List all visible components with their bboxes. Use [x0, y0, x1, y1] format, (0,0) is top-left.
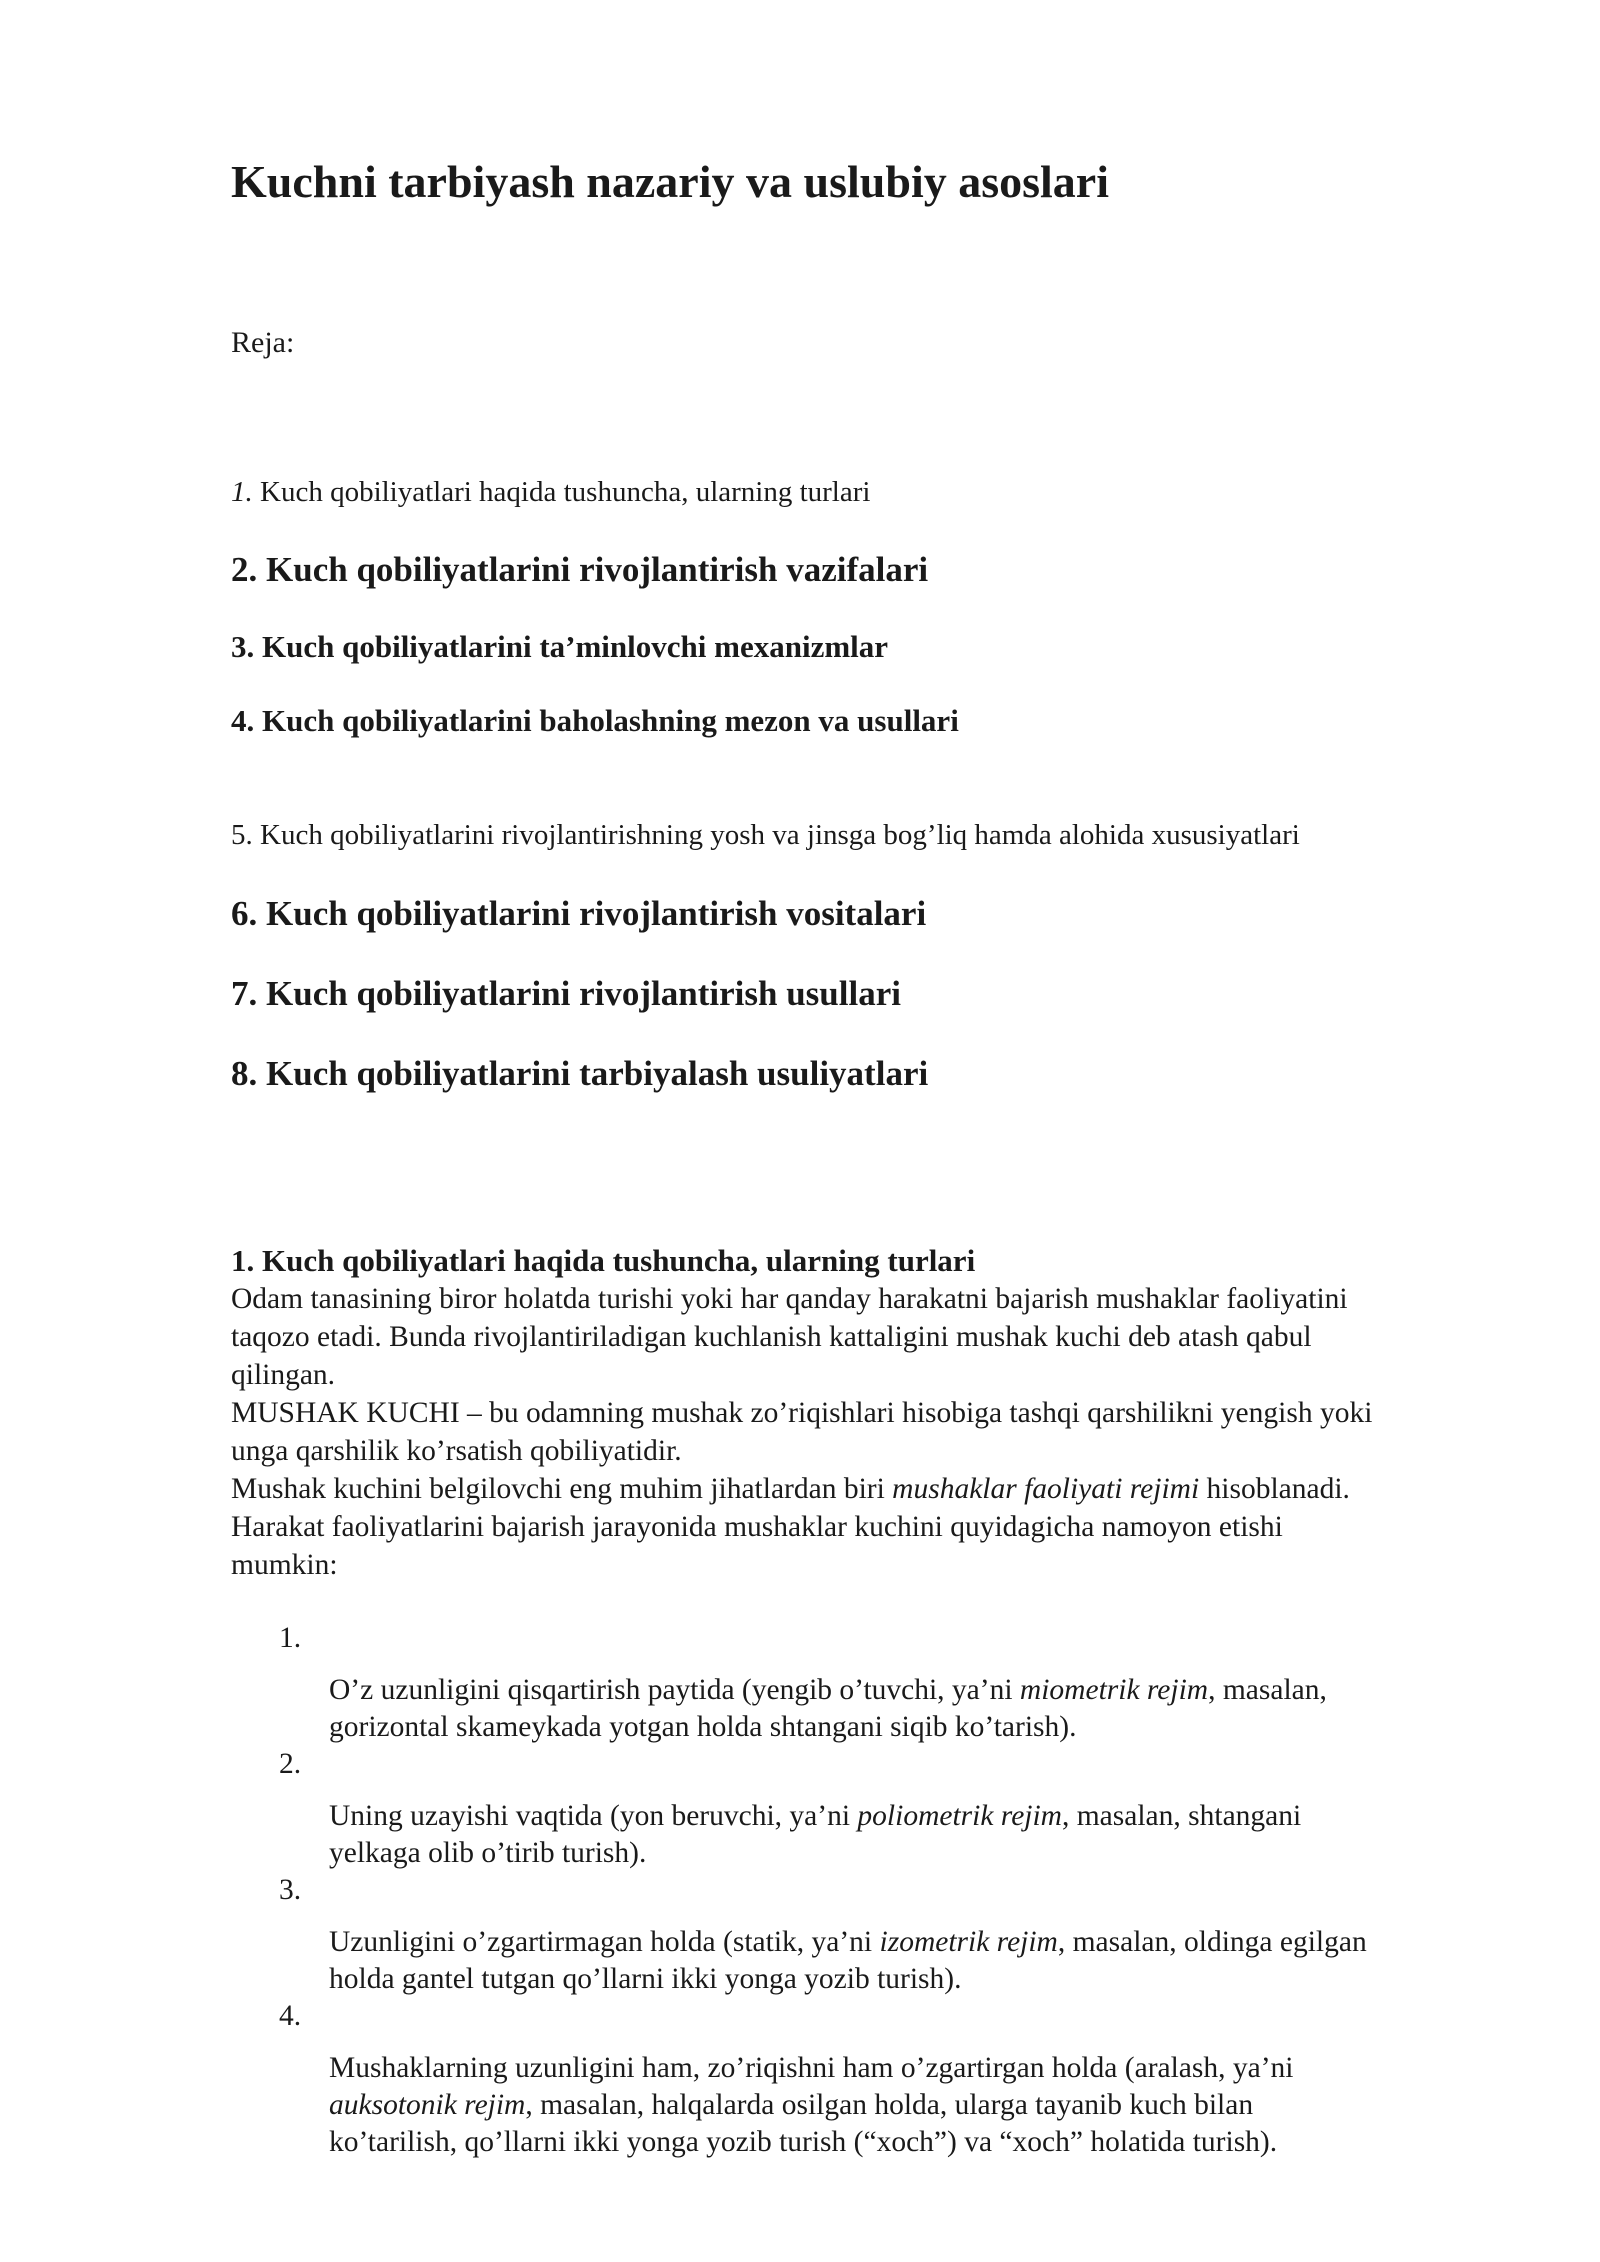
text-run: yelkaga olib o’tirib turish).: [329, 1837, 647, 1869]
plan-item-4: [231, 701, 959, 741]
text-run: O’z uzunligini qisqartirish paytida (yengib o’tuvchi, ya’ni: [329, 1674, 1020, 1706]
plan-item-5: [231, 815, 1300, 855]
list-item-number: 4.: [279, 2000, 302, 2032]
paragraph-line: unga qarshilik ko’rsatish qobiliyatidir.: [231, 1435, 682, 1467]
list-item-text: [231, 2050, 1531, 2161]
plan-item-7: [231, 972, 901, 1016]
plan-item-8: [231, 1052, 928, 1096]
text-run: Mushaklarning uzunligini ham, zo’riqishni ham o’zgartirgan holda (aralash, ya’ni: [329, 2052, 1294, 2084]
plan-item-text: Kuch qobiliyatlarini rivojlantirish vazifalari: [257, 550, 929, 589]
emphasis-text: poliometrik rejim: [857, 1800, 1062, 1832]
plan-item-text: Kuch qobiliyatlarini rivojlantirishning yosh va jinsga bog’liq hamda alohida xususiyatlari: [252, 819, 1300, 851]
muscle-modes-list: [231, 1620, 1531, 2161]
plan-item-text: Kuch qobiliyatlari haqida tushuncha, ularning turlari: [252, 476, 871, 508]
list-item-text: [231, 1798, 1531, 1872]
plan-item-number: 1.: [231, 476, 253, 508]
emphasis-text: miometrik rejim: [1019, 1674, 1209, 1706]
paragraph-line: qilingan.: [231, 1359, 336, 1391]
plan-item-6: [231, 892, 926, 936]
paragraph-line: Odam tanasining biror holatda turishi yoki har qanday harakatni bajarish mushaklar faoliyatini: [231, 1283, 1348, 1315]
document-title: Kuchni tarbiyash nazariy va uslubiy asoslari: [231, 156, 1109, 207]
plan-item-number: 3.: [231, 629, 255, 664]
plan-item-text: Kuch qobiliyatlarini baholashning mezon va usullari: [254, 703, 959, 738]
section-heading: 1. Kuch qobiliyatlari haqida tushuncha, ularning turlari: [231, 1243, 976, 1278]
plan-item-number: 2.: [231, 550, 258, 589]
text-run: gorizontal skameykada yotgan holda shtangani siqib ko’tarish).: [329, 1711, 1077, 1743]
plan-item-1: [231, 472, 870, 512]
text-run: ko’tarilish, qo’llarni ikki yonga yozib turish (“xoch”) va “xoch” holatida turish).: [329, 2126, 1278, 2158]
text-run: , masalan,: [1208, 1674, 1327, 1706]
plan-item-text: Kuch qobiliyatlarini ta’minlovchi mexanizmlar: [254, 629, 889, 664]
paragraph-line: mumkin:: [231, 1549, 338, 1581]
plan-item-text: Kuch qobiliyatlarini tarbiyalash usuliyatlari: [257, 1054, 929, 1093]
text-run: , masalan, oldinga egilgan: [1057, 1926, 1367, 1958]
list-item-number: 1.: [279, 1622, 302, 1654]
text-run: hisoblanadi.: [1199, 1473, 1350, 1505]
emphasis-text: auksotonik rejim: [329, 2089, 526, 2121]
paragraph-line: MUSHAK KUCHI – bu odamning mushak zo’riqishlari hisobiga tashqi qarshilikni yengish yoki: [231, 1397, 1373, 1429]
plan-label: Reja:: [231, 326, 295, 359]
text-run: , masalan, shtangani: [1061, 1800, 1302, 1832]
text-run: Uning uzayishi vaqtida (yon beruvchi, ya’ni: [329, 1800, 858, 1832]
list-item: [231, 1620, 1531, 1746]
text-run: Uzunligini o’zgartirmagan holda (statik, ya’ni: [329, 1926, 880, 1958]
plan-item-number: 5.: [231, 819, 253, 851]
list-item-number: 2.: [279, 1748, 302, 1780]
list-item-text: [231, 1924, 1531, 1998]
plan-item-number: 8.: [231, 1054, 258, 1093]
list-item-text: [231, 1672, 1531, 1746]
list-item: [231, 1746, 1531, 1872]
list-item: [231, 1872, 1531, 1998]
section-1: [231, 1242, 1531, 1584]
paragraph-line: taqozo etadi. Bunda rivojlantiriladigan kuchlanish kattaligini mushak kuchi deb atash qabul: [231, 1321, 1312, 1353]
text-run: , masalan, halqalarda osilgan holda, ularga tayanib kuch bilan: [525, 2089, 1254, 2121]
list-item: [231, 1998, 1531, 2161]
emphasis-text: izometrik rejim: [879, 1926, 1058, 1958]
plan-item-number: 6.: [231, 894, 258, 933]
paragraph-line: Harakat faoliyatlarini bajarish jarayonida mushaklar kuchini quyidagicha namoyon etishi: [231, 1511, 1283, 1543]
text-run: holda gantel tutgan qo’llarni ikki yonga yozib turish).: [329, 1963, 962, 1995]
plan-item-number: 7.: [231, 974, 258, 1013]
text-run: Mushak kuchini belgilovchi eng muhim jihatlardan biri: [231, 1473, 893, 1505]
list-item-number: 3.: [279, 1874, 302, 1906]
emphasis-text: mushaklar faoliyati rejimi: [892, 1473, 1200, 1505]
plan-item-text: Kuch qobiliyatlarini rivojlantirish usullari: [257, 974, 901, 1013]
plan-item-3: [231, 627, 888, 667]
plan-item-number: 4.: [231, 703, 255, 738]
plan-item-text: Kuch qobiliyatlarini rivojlantirish vositalari: [257, 894, 927, 933]
plan-item-2: [231, 548, 928, 592]
paragraph-line: [231, 1470, 1531, 1508]
